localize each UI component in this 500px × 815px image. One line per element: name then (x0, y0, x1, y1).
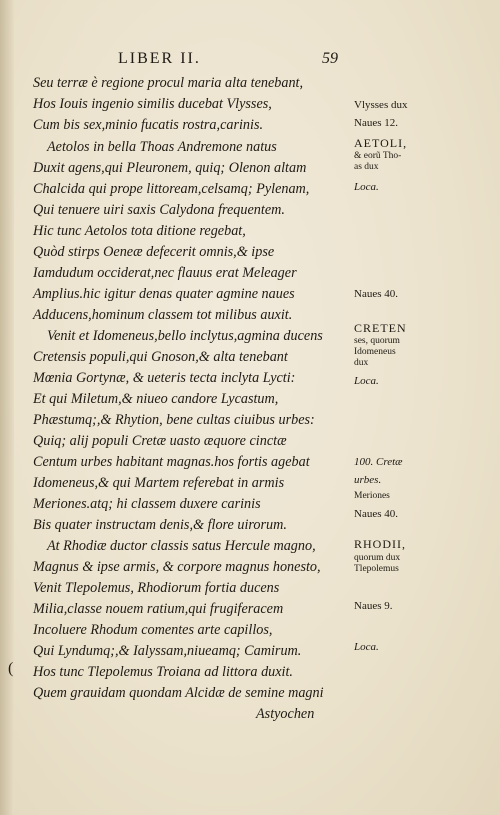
margin-note: Loca. (354, 181, 379, 193)
margin-note: Loca. (354, 641, 379, 653)
verse-line: Qui tenuere uiri saxis Calydona frequentem. (33, 202, 285, 218)
margin-note: dux (354, 358, 369, 368)
margin-note: 100. Cretæ (354, 456, 403, 468)
verse-line: Hos Iouis ingenio similis ducebat Vlysses, (33, 96, 272, 112)
margin-note: quorum dux (354, 553, 401, 563)
verse-line: Hic tunc Aetolos tota ditione regebat, (33, 223, 246, 239)
margin-note: AETOLI, (354, 136, 408, 150)
verse-line: Quòd stirps Oeneæ defecerit omnis,& ipse (33, 244, 275, 260)
page-number: 59 (322, 50, 338, 67)
margin-note: CRETEN (354, 321, 407, 335)
verse-line: Qui Lyndumq;,& Ialyssam,niueamq; Camirum. (33, 643, 302, 659)
verse-line: Adducens,hominum classem tot milibus auxit. (33, 307, 293, 323)
verse-line: Cum bis sex,minio fucatis rostra,carinis. (33, 117, 264, 133)
margin-note: RHODII, (354, 537, 406, 551)
margin-note: Idomeneus (354, 347, 396, 357)
verse-line: Cretensis populi,qui Gnoson,& alta tenebant (33, 349, 288, 365)
verse-line: Venit et Idomeneus,bello inclytus,agmina ducens (47, 328, 323, 344)
margin-note: Naues 9. (354, 600, 393, 612)
verse-line: Iamdudum occiderat,nec flauus erat Meleager (33, 265, 297, 281)
verse-line: Meriones.atq; hi classem duxere carinis (33, 496, 261, 512)
catchword: Astyochen (256, 706, 315, 722)
verse-line: Et qui Miletum,& niueo candore Lycastum, (33, 391, 279, 407)
verse-line: Seu terræ è regione procul maria alta tenebant, (33, 75, 304, 91)
margin-note: Naues 12. (354, 117, 398, 129)
verse-line: Milia,classe nouem ratium,qui frugiferacem (33, 601, 284, 617)
verse-line: Amplius.hic igitur denas quater agmine naues (33, 286, 295, 302)
margin-note: Vlysses dux (354, 99, 408, 111)
margin-note: Tlepolemus (354, 564, 399, 574)
binding-gutter (0, 0, 14, 815)
margin-note: ses, quorum (354, 336, 400, 346)
verse-line: Phæstumq;,& Rhytion, bene cultas ciuibus urbes: (33, 412, 315, 428)
margin-note: Loca. (354, 375, 379, 387)
verse-line: Centum urbes habitant magnas.hos fortis agebat (33, 454, 310, 470)
verse-line: Magnus & ipse armis, & corpore magnus honesto, (33, 559, 321, 575)
verse-line: Incoluere Rhodum comentes arte capillos, (33, 622, 273, 638)
page-header (0, 50, 500, 72)
margin-note: as dux (354, 162, 379, 172)
verse-line: Duxit agens,qui Pleuronem, quiq; Olenon altam (33, 160, 307, 176)
pen-mark: ( (8, 660, 14, 677)
verse-line: Mœnia Gortynæ, & ueteris tecta inclyta Lycti: (33, 370, 296, 386)
margin-note: Naues 40. (354, 508, 398, 520)
verse-line: Quiq; alij populi Cretæ uasto æquore cinctæ (33, 433, 287, 449)
margin-note: Meriones (354, 491, 390, 501)
margin-note: Naues 40. (354, 288, 398, 300)
verse-line: Chalcida qui prope littoream,celsamq; Pylenam, (33, 181, 310, 197)
verse-line: Idomeneus,& qui Martem referebat in armis (33, 475, 285, 491)
margin-note: urbes. (354, 474, 382, 486)
verse-line: Quem grauidam quondam Alcidæ de semine magni (33, 685, 324, 701)
verse-line: At Rhodiæ ductor classis satus Hercule magno, (47, 538, 316, 554)
running-head: LIBER II. (118, 50, 201, 67)
verse-line: Aetolos in bella Thoas Andremone natus (47, 139, 277, 155)
margin-note: & eorũ Tho- (354, 151, 402, 161)
verse-line: Hos tunc Tlepolemus Troiana ad littora duxit. (33, 664, 293, 680)
verse-line: Bis quater instructam denis,& flore uirorum. (33, 517, 287, 533)
verse-line: Venit Tlepolemus, Rhodiorum fortia ducens (33, 580, 280, 596)
